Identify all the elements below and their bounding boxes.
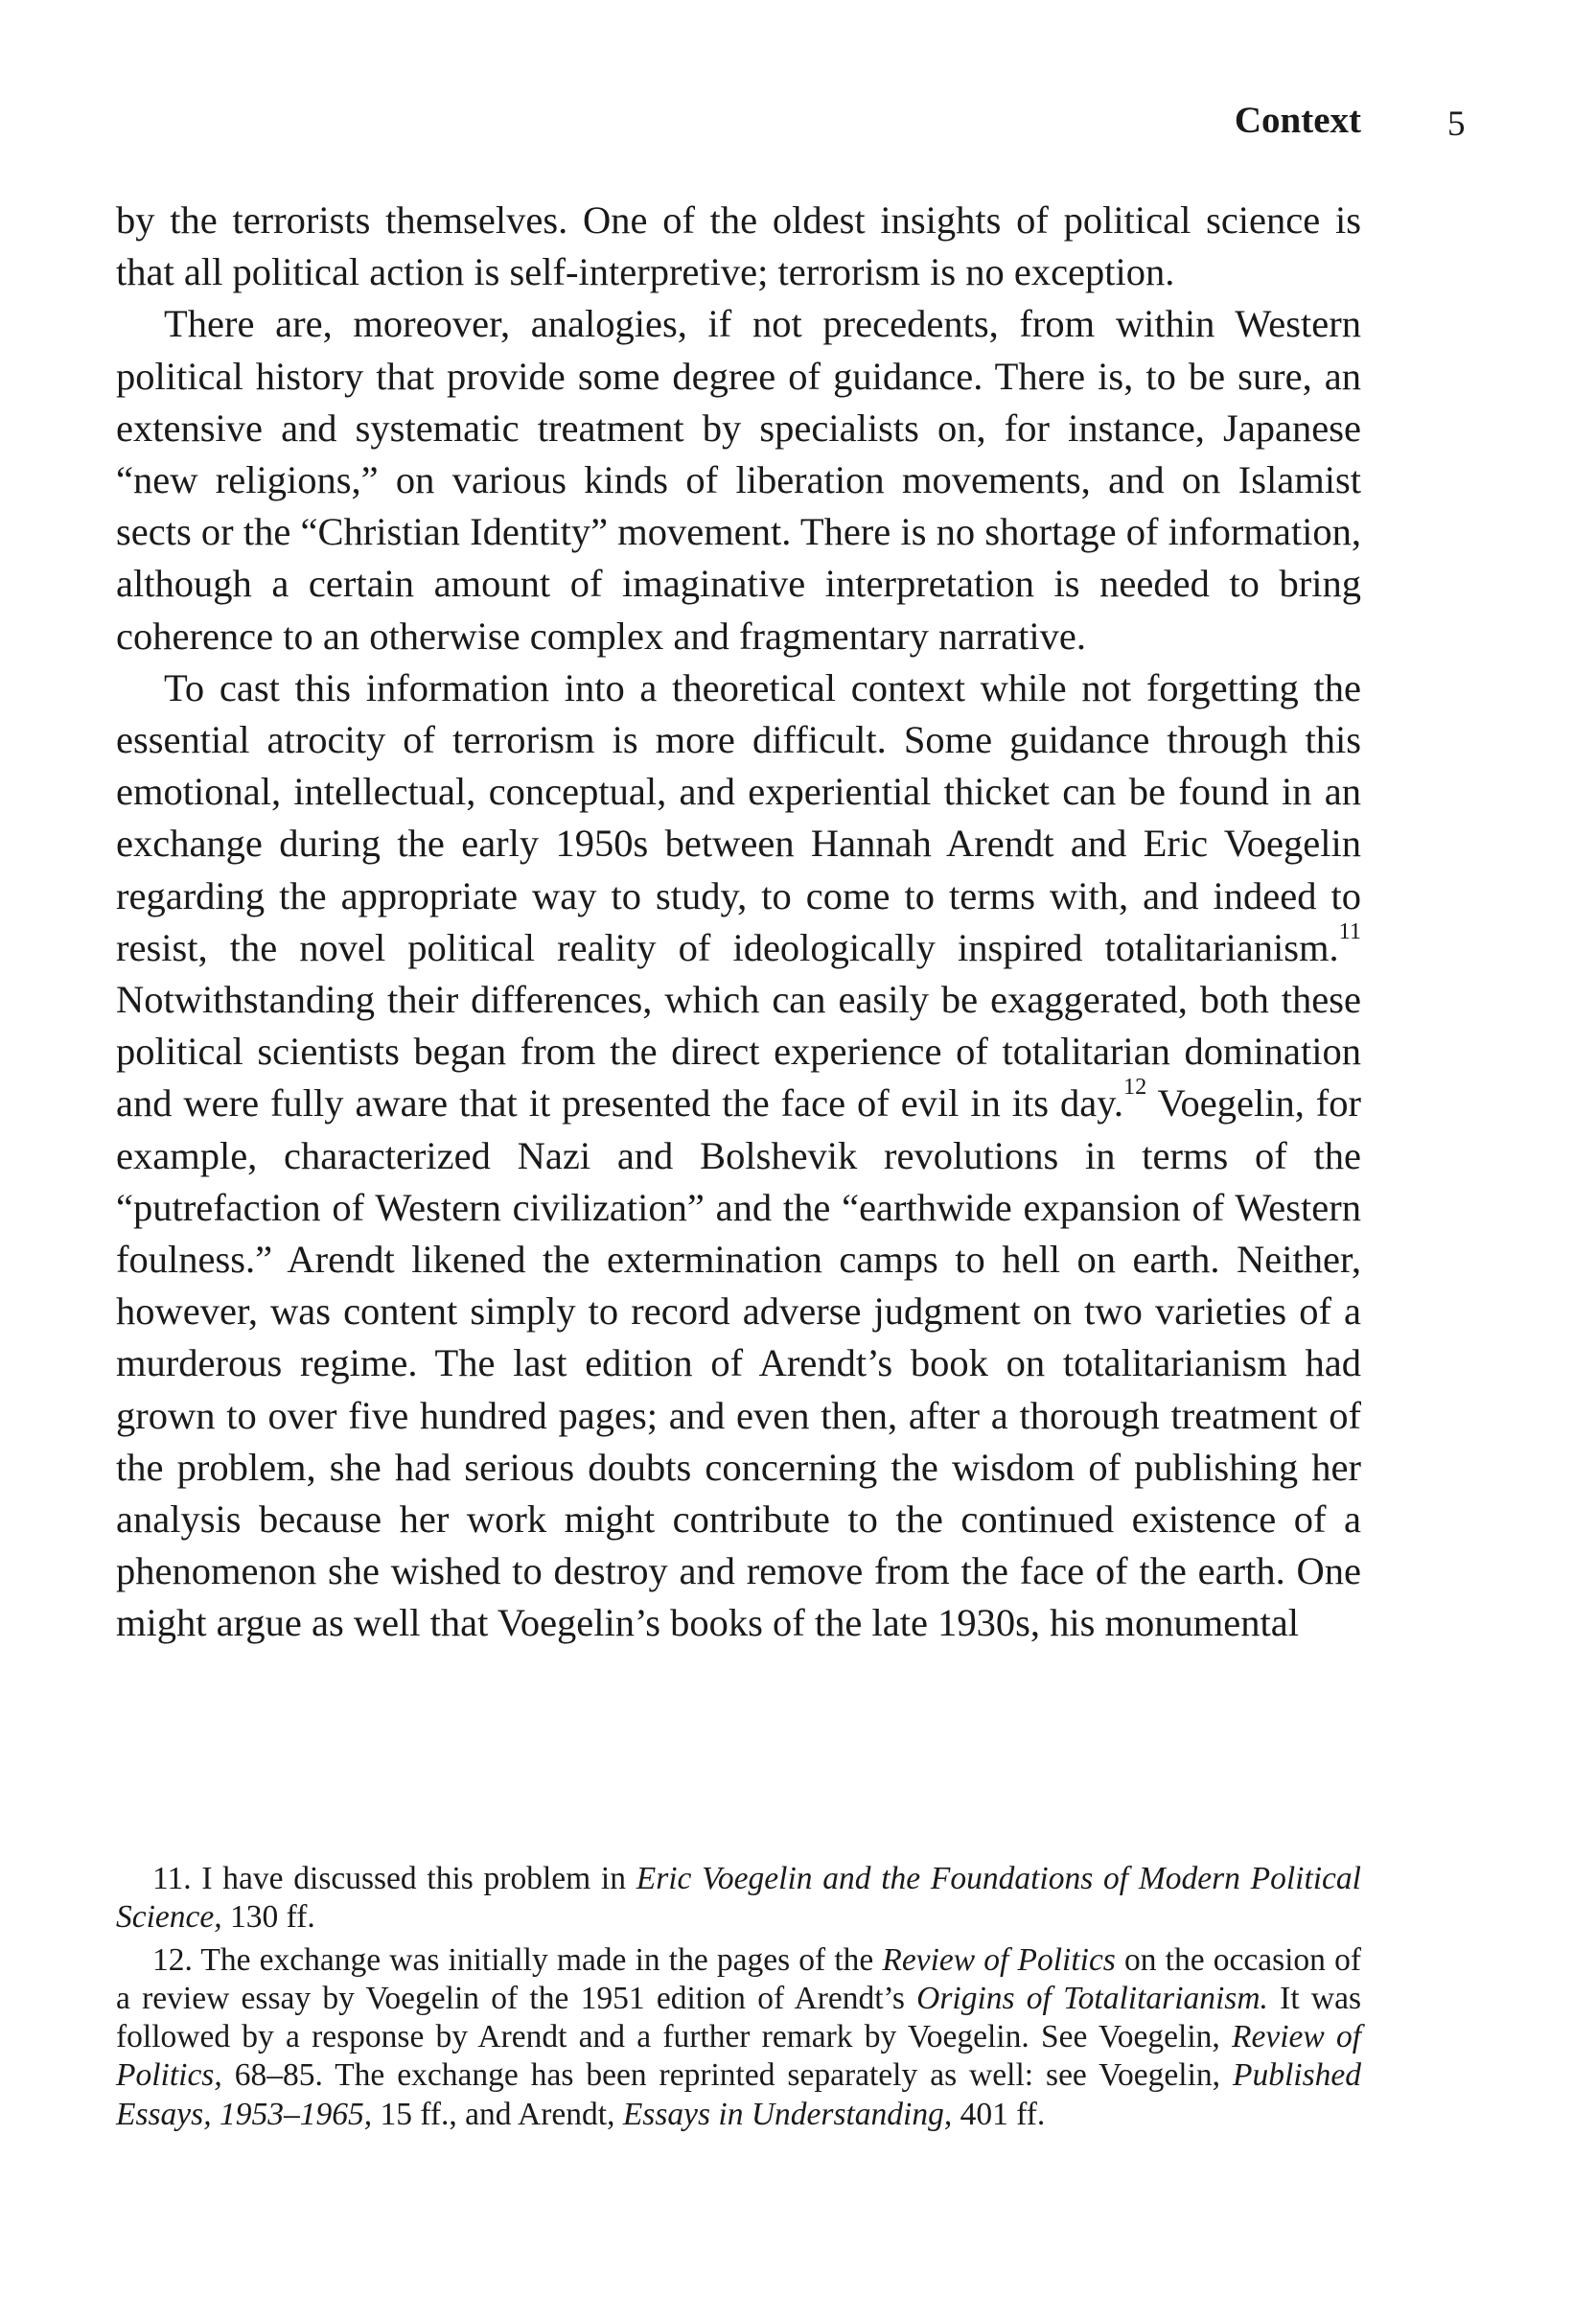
footnote-title: Published Essays, 1953–1965, (116, 2057, 1361, 2132)
body-text (116, 195, 1361, 1650)
footnote-title: Origins of Totalitarianism. (916, 1980, 1268, 2016)
footnote-11 (116, 1860, 1361, 1938)
paragraph-2: There are, moreover, analogies, if not precedents, from within Western political history that provide some degree of guidance. There is, to be sure, an extensive and systematic treatment by specialists on, for instance, Japanese “new religions,” on various kinds of liberation movements, and on Islamist sects or the “Christian Identity” movement. There is no shortage of information, although a certain amount of imaginative interpretation is needed to bring coherence to an otherwise complex and fragmentary narrative. (116, 302, 1361, 658)
running-head: Context (1234, 100, 1361, 141)
footnote-title: Eric Voegelin and the Foundations of Modern Political Science, (116, 1861, 1361, 1936)
paragraph-3-part-b: Notwithstanding their differences, which can easily be exaggerated, both these political scientists began from the direct experience of totalitarian domination and were fully aware that it presented the face of evil in its day. (116, 978, 1361, 1126)
footnote-text: It was followed by a response by Arendt and a further remark by Voegelin. See Voegelin, (116, 1980, 1362, 2055)
footnote-text: The exchange was initially made in the pages of the (192, 1941, 883, 1978)
paragraph-1: by the terrorists themselves. One of the oldest insights of political science is that all political action is self-interpretive; terrorism is no exception. (116, 198, 1361, 294)
footnote-text: 68–85. The exchange has been reprinted separately as well: see Voegelin, (221, 2057, 1234, 2094)
footnote-text: I have discussed this problem in (191, 1861, 636, 1896)
footnote-text: 15 ff., and Arendt, (372, 2096, 623, 2132)
footnote-label: 11. (152, 1861, 192, 1896)
footnote-ref-11[interactable]: 11 (1338, 917, 1361, 944)
footnote-12 (116, 1941, 1361, 2134)
footnote-ref-12[interactable]: 12 (1122, 1074, 1147, 1101)
footnote-text: 401 ff. (952, 2096, 1046, 2132)
footnotes (116, 1860, 1361, 2134)
footnote-title: Essays in Understanding, (622, 2096, 953, 2132)
footnote-title: Review of Politics (882, 1941, 1116, 1978)
paragraph-3-part-a: To cast this information into a theoretical context while not forgetting the essential atrocity of terrorism is more difficult. Some guidance through this emotional, intellectual, conceptual, and experiential thicket can be found in an exchange during the early 1950s between Hannah Arendt and Eric Voegelin regarding the appropriate way to study, to come to terms with, and indeed to resist, the novel political reality of ideologically inspired totalitarianism. (116, 665, 1361, 969)
footnote-label: 12. (152, 1941, 193, 1978)
footnote-text: on the occasion of a review essay by Voegelin of the 1951 edition of Arendt’s (116, 1941, 1361, 2016)
footnote-text: 130 ff. (221, 1899, 315, 1936)
paragraph-3 (116, 662, 1361, 1650)
paragraph-3-part-c: Voegelin, for example, characterized Nazi and Bolshevik revolutions in terms of the “putrefaction of Western civilization” and the “earthwide expansion of Western foulness.” Arendt likened the extermination camps to hell on earth. Neither, however, was content simply to record adverse judgment on two varieties of a murderous regime. The last edition of Arendt’s book on totalitarianism had grown to over five hundred pages; and even then, after a thorough treatment of the problem, she had serious doubts concerning the wisdom of publishing her analysis because her work might contribute to the continued existence of a phenomenon she wished to destroy and remove from the face of the earth. One might argue as well that Voegelin’s books of the late 1930s, his monumental (116, 1081, 1362, 1645)
footnote-title: Review of Politics, (116, 2019, 1361, 2094)
page-number: 5 (1447, 104, 1466, 144)
